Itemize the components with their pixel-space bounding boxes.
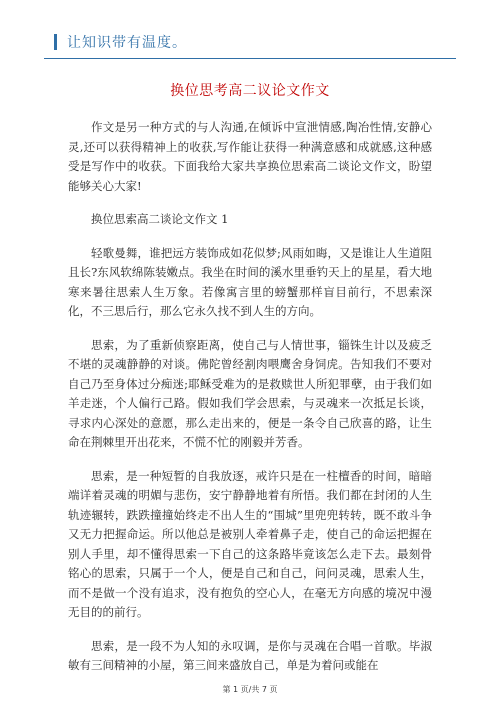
header-divider bbox=[44, 58, 456, 59]
intro-paragraph: 作文是另一种方式的与人沟通,在倾诉中宣泄情感,陶冶性情,安静心灵,还可以获得精神上的收获,写作能让获得一种满意感和成就感,这种感受是写作中的收获。下面我给大家共享换位思索高二谈论文作文，盼望能够关心大家! bbox=[68, 120, 432, 193]
header-accent-bar bbox=[54, 34, 57, 50]
body-paragraph: 思索，是一段不为人知的永叹调，是你与灵魂在合唱一首歌。毕淑敏有三间精神的小屋，第三间来盛放自己，单是为着问或能在 bbox=[68, 638, 432, 672]
document-body bbox=[68, 118, 432, 690]
body-paragraph: 轻歌曼舞，谁把远方装饰成如花似梦;风雨如晦，又是谁让人生道阻且长?东风软绵陈装嫩点。我坐在时间的溪水里垂钓天上的星星，看大地寒来暑往思索人生万象。若像寓言里的螃蟹那样盲目前行，不思索深化，不三思后行，那么它永久找不到人生的方向。 bbox=[68, 245, 432, 318]
document-title: 换位思考高二议论文作文 bbox=[170, 83, 330, 99]
section-heading: 换位思索高二谈论文作文 1 bbox=[91, 212, 229, 226]
page-header bbox=[54, 32, 187, 52]
page-footer: 第 1 页/共 7 页 bbox=[222, 685, 278, 694]
body-paragraph: 思索，是一种短暂的自我放逐，戒许只是在一柱檀香的时间，暗暗端详着灵魂的明媚与悲伤，安宁静静地着有所悟。我们都在封闭的人生轨迹辗转，跌跌撞撞始终走不出人生的“围城”里兜兜转转，既不敢斗争又无力把握命运。所以他总是被别人牵着鼻子走，使自己的命运把握在别人手里，却不懂得思索一下自己的这条路毕竟该怎么走下去。最刻骨铭心的思索，只属于一个人，便是自己和自己，问问灵魂，思索人生，而不是做一个没有追求，没有抱负的空心人，在毫无方向感的境况中漫无目的的前行。 bbox=[68, 468, 432, 619]
body-paragraph: 思索，为了重新侦察距离，使自己与人情世事，锱铢生计以及疲乏不堪的灵魂静静的对谈。佛陀曾经割肉喂鹰舍身饲虎。告知我们不要对自己乃至身体过分痴迷;耶稣受难为的是救赎世人所犯罪孽，由于我们如羊走迷，个人偏行己路。假如我们学会思索，与灵魂来一次抵足长谈，寻求内心深处的意愿，那么走出来的，便是一条令自己欣喜的路，让生命在荆棘里开出花来，不慌不忙的刚毅并芳香。 bbox=[68, 337, 432, 449]
header-slogan: 让知识带有温度。 bbox=[67, 35, 187, 51]
